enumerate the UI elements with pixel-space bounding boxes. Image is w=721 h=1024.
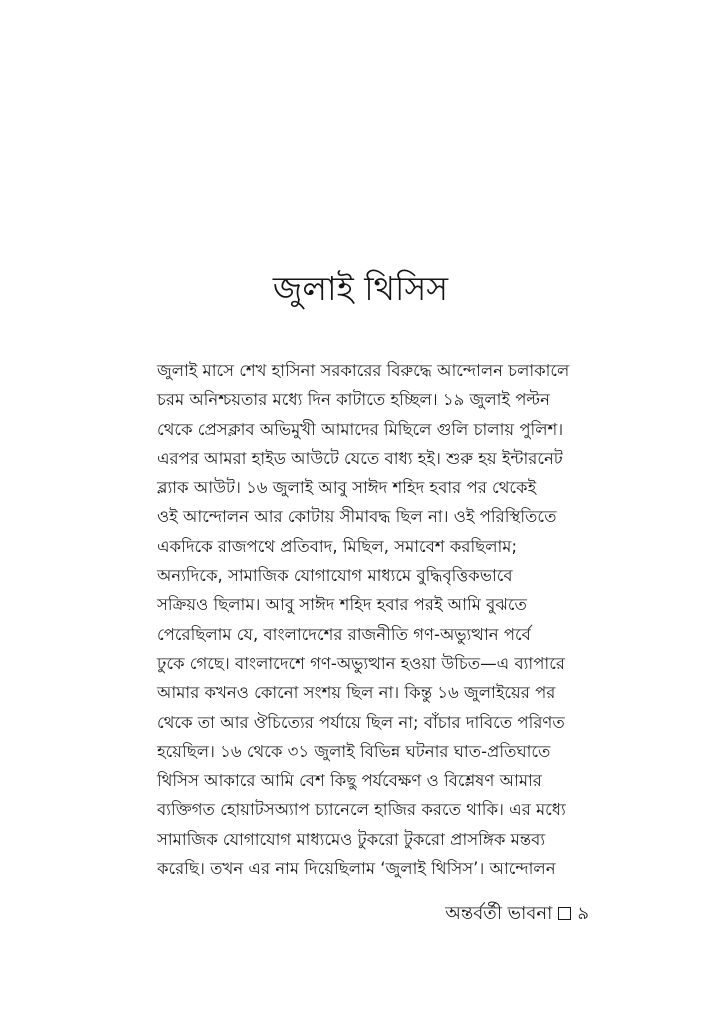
- text-line: একদিকে রাজপথে প্রতিবাদ, মিছিল, সমাবেশ করছিলাম;: [157, 536, 518, 556]
- text-line: চরম অনিশ্চয়তার মধ্যে দিন কাটাতে হচ্ছিল। ১৯ জুলাই পল্টন: [157, 390, 550, 410]
- text-line: ব্যক্তিগত হোয়াটসঅ্যাপ চ্যানেলে হাজির করতে থাকি। এর মধ্যে: [157, 800, 566, 820]
- text-line: জুলাই মাসে শেখ হাসিনা সরকারের বিরুদ্ধে আন্দোলন চলাকালে: [157, 361, 570, 380]
- text-line: এরপর আমরা হাইড আউটে যেতে বাধ্য হই। শুরু হয় ইন্টারনেট: [157, 448, 563, 468]
- text-line: আমার কখনও কোনো সংশয় ছিল না। কিন্তু ১৬ জুলাইয়ের পর: [157, 683, 556, 703]
- text-line: থেকে প্রেসক্লাব অভিমুখী আমাদের মিছিলে গুলি চালায় পুলিশ।: [157, 419, 564, 439]
- square-separator-icon: [558, 907, 571, 920]
- running-book-title: অন্তর্বর্তী ভাবনা: [445, 903, 553, 924]
- text-line: হয়েছিল। ১৬ থেকে ৩১ জুলাই বিভিন্ন ঘটনার ঘাত-প্রতিঘাতে: [157, 741, 551, 761]
- text-line: সক্রিয়ও ছিলাম। আবু সাঈদ শহিদ হবার পরই আমি বুঝতে: [157, 595, 527, 615]
- text-line: থিসিস আকারে আমি বেশ কিছু পর্যবেক্ষণ ও বিশ্লেষণ আমার: [157, 771, 542, 791]
- text-line: অন্যদিকে, সামাজিক যোগাযোগ মাধ্যমে বুদ্ধিবৃত্তিকভাবে: [157, 566, 513, 586]
- text-line: পেরেছিলাম যে, বাংলাদেশের রাজনীতি গণ-অভ্যুত্থান পর্বে: [157, 624, 531, 644]
- text-line: ঢুকে গেছে। বাংলাদেশে গণ-অভ্যুত্থান হওয়া উচিত—এ ব্যাপারে: [157, 653, 565, 673]
- text-line: ওই আন্দোলন আর কোটায় সীমাবদ্ধ ছিল না। ওই পরিস্থিতিতে: [157, 507, 557, 527]
- chapter-title: জুলাই থিসিস: [272, 269, 449, 308]
- text-line: থেকে তা আর ঔচিত্যের পর্যায়ে ছিল না; বাঁচার দাবিতে পরিণত: [157, 712, 565, 732]
- text-line: সামাজিক যোগাযোগ মাধ্যমেও টুকরো টুকরো প্রাসঙ্গিক মন্তব্য: [157, 829, 546, 849]
- body-paragraph: [157, 356, 569, 883]
- page-number: ৯: [577, 903, 589, 924]
- page-footer: [445, 900, 589, 928]
- text-line: ব্ল্যাক আউট। ১৬ জুলাই আবু সাঈদ শহিদ হবার পর থেকেই: [157, 478, 537, 498]
- text-line: করেছি। তখন এর নাম দিয়েছিলাম ‘জুলাই থিসিস’। আন্দোলন: [157, 859, 556, 879]
